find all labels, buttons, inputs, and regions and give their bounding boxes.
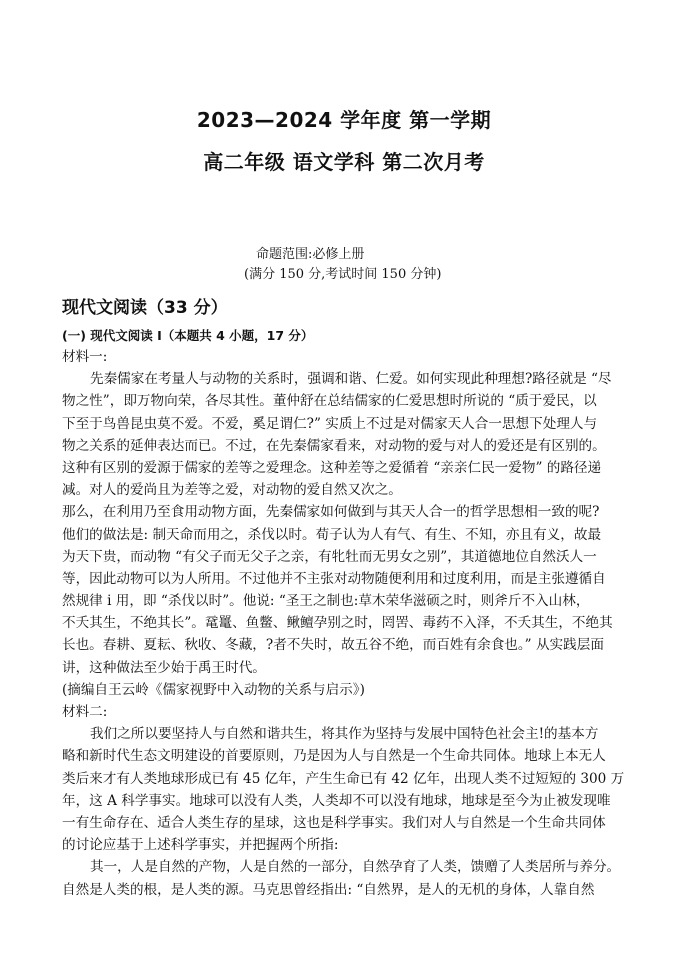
passage-line: 那么，在利用乃至食用动物方面，先秦儒家如何做到与其天人合一的哲学思想相一致的呢?	[62, 504, 600, 521]
passage-line: 的讨论应基于上述科学事实，并把握两个所指:	[62, 837, 339, 854]
passage-line: 长也。春耕、夏耘、秋收、冬藏，?者不失时，故五谷不绝，而百姓有余食也。” 从实践层面	[62, 637, 604, 654]
passage-line: 减。对人的爱尚且为差等之爱，对动物的爱自然又次之。	[62, 482, 402, 499]
passage-line: 这种有区别的爱源于儒家的差等之爱理念。这种差等之爱循着 “亲亲仁民一爱物” 的路径递	[62, 459, 602, 476]
source-citation: (摘编自王云岭《儒家视野中入动物的关系与启示》)	[62, 681, 365, 698]
reading-passage	[62, 346, 630, 901]
passage-line: 物之关系的延伸表达而已。不过，在先秦儒家看来，对动物的爱与对人的爱还是有区别的。	[62, 437, 606, 454]
passage-line: 先秦儒家在考量人与动物的关系时，强调和谐、仁爱。如何实现此种理想?路径就是 “尽	[90, 371, 612, 388]
exam-scope: 命题范围:必修上册	[256, 247, 365, 262]
passage-line: 略和新时代生态文明建设的首要原则，乃是因为人与自然是一个生命共同体。地球上本无人	[62, 748, 606, 765]
passage-line: 下至于鸟兽昆虫莫不爱。不爱，奚足谓仁?” 实质上不过是对儒家天人合一思想下处理人与	[62, 415, 598, 432]
material-label: 材料一:	[62, 349, 108, 365]
passage-line: 讲，这种做法至少始于禹王时代。	[62, 659, 266, 676]
exam-time-info: (满分 150 分,考试时间 150 分钟)	[244, 267, 442, 282]
exam-title: 2023—2024 学年度 第一学期	[196, 108, 492, 132]
passage-line: 其一，人是自然的产物，人是自然的一部分，自然孕育了人类，馈赠了人类居所与养分。	[90, 859, 621, 876]
passage-line: 类后来才有人类地球形成已有 45 亿年，产生生命已有 42 亿年，出现人类不过短短的 300 万	[62, 770, 625, 787]
passage-line: 他们的做法是: 制天命而用之，杀伐以时。荀子认为人有气、有生、不知，亦且有义，故最	[62, 526, 602, 543]
passage-line: 物之性”，即万物向荣，各尽其性。董仲舒在总结儒家的仁爱思想时所说的 “质于爱民，以	[62, 393, 597, 410]
material-label: 材料二:	[62, 704, 108, 720]
passage-line: 等，因此动物可以为人所用。不过他并不主张对动物随便利用和过度利用，而是主张遵循自	[62, 570, 606, 587]
passage-line: 年，这 A 科学事实。地球可以没有人类，人类却不可以没有地球，地球是至今为止被发现唯	[62, 792, 611, 809]
passage-line: 一有生命存在、适合人类生存的星球，这也是科学事实。我们对人与自然是一个生命共同体	[62, 814, 606, 831]
subsection-title: (一) 现代文阅读 I（本题共 4 小题，17 分）	[62, 328, 314, 343]
section-title: 现代文阅读（33 分）	[62, 298, 228, 318]
passage-line: 自然是人类的根，是人类的源。马克思曾经指出: “自然界，是人的无机的身体，人靠自然	[62, 881, 595, 898]
passage-line: 然规律 i 用，即 “杀伐以时”。他说: “圣王之制也:草木荣华滋硕之时，则斧斤不入山林，	[62, 593, 590, 610]
passage-line: 我们之所以要坚持人与自然和谐共生，将其作为坚持与发展中国特色社会主!的基本方	[90, 726, 599, 743]
passage-line: 不夭其生，不绝其长”。鼋鼍、鱼鳖、鳅鳣孕别之时，罔罟、毒药不入泽，不夭其生，不绝其	[62, 615, 613, 632]
passage-line: 为天下贵，而动物 “有父子而无父子之亲，有牝牡而无男女之别”，其道德地位自然沃人一	[62, 548, 597, 565]
exam-subtitle: 高二年级 语文学科 第二次月考	[203, 150, 485, 174]
